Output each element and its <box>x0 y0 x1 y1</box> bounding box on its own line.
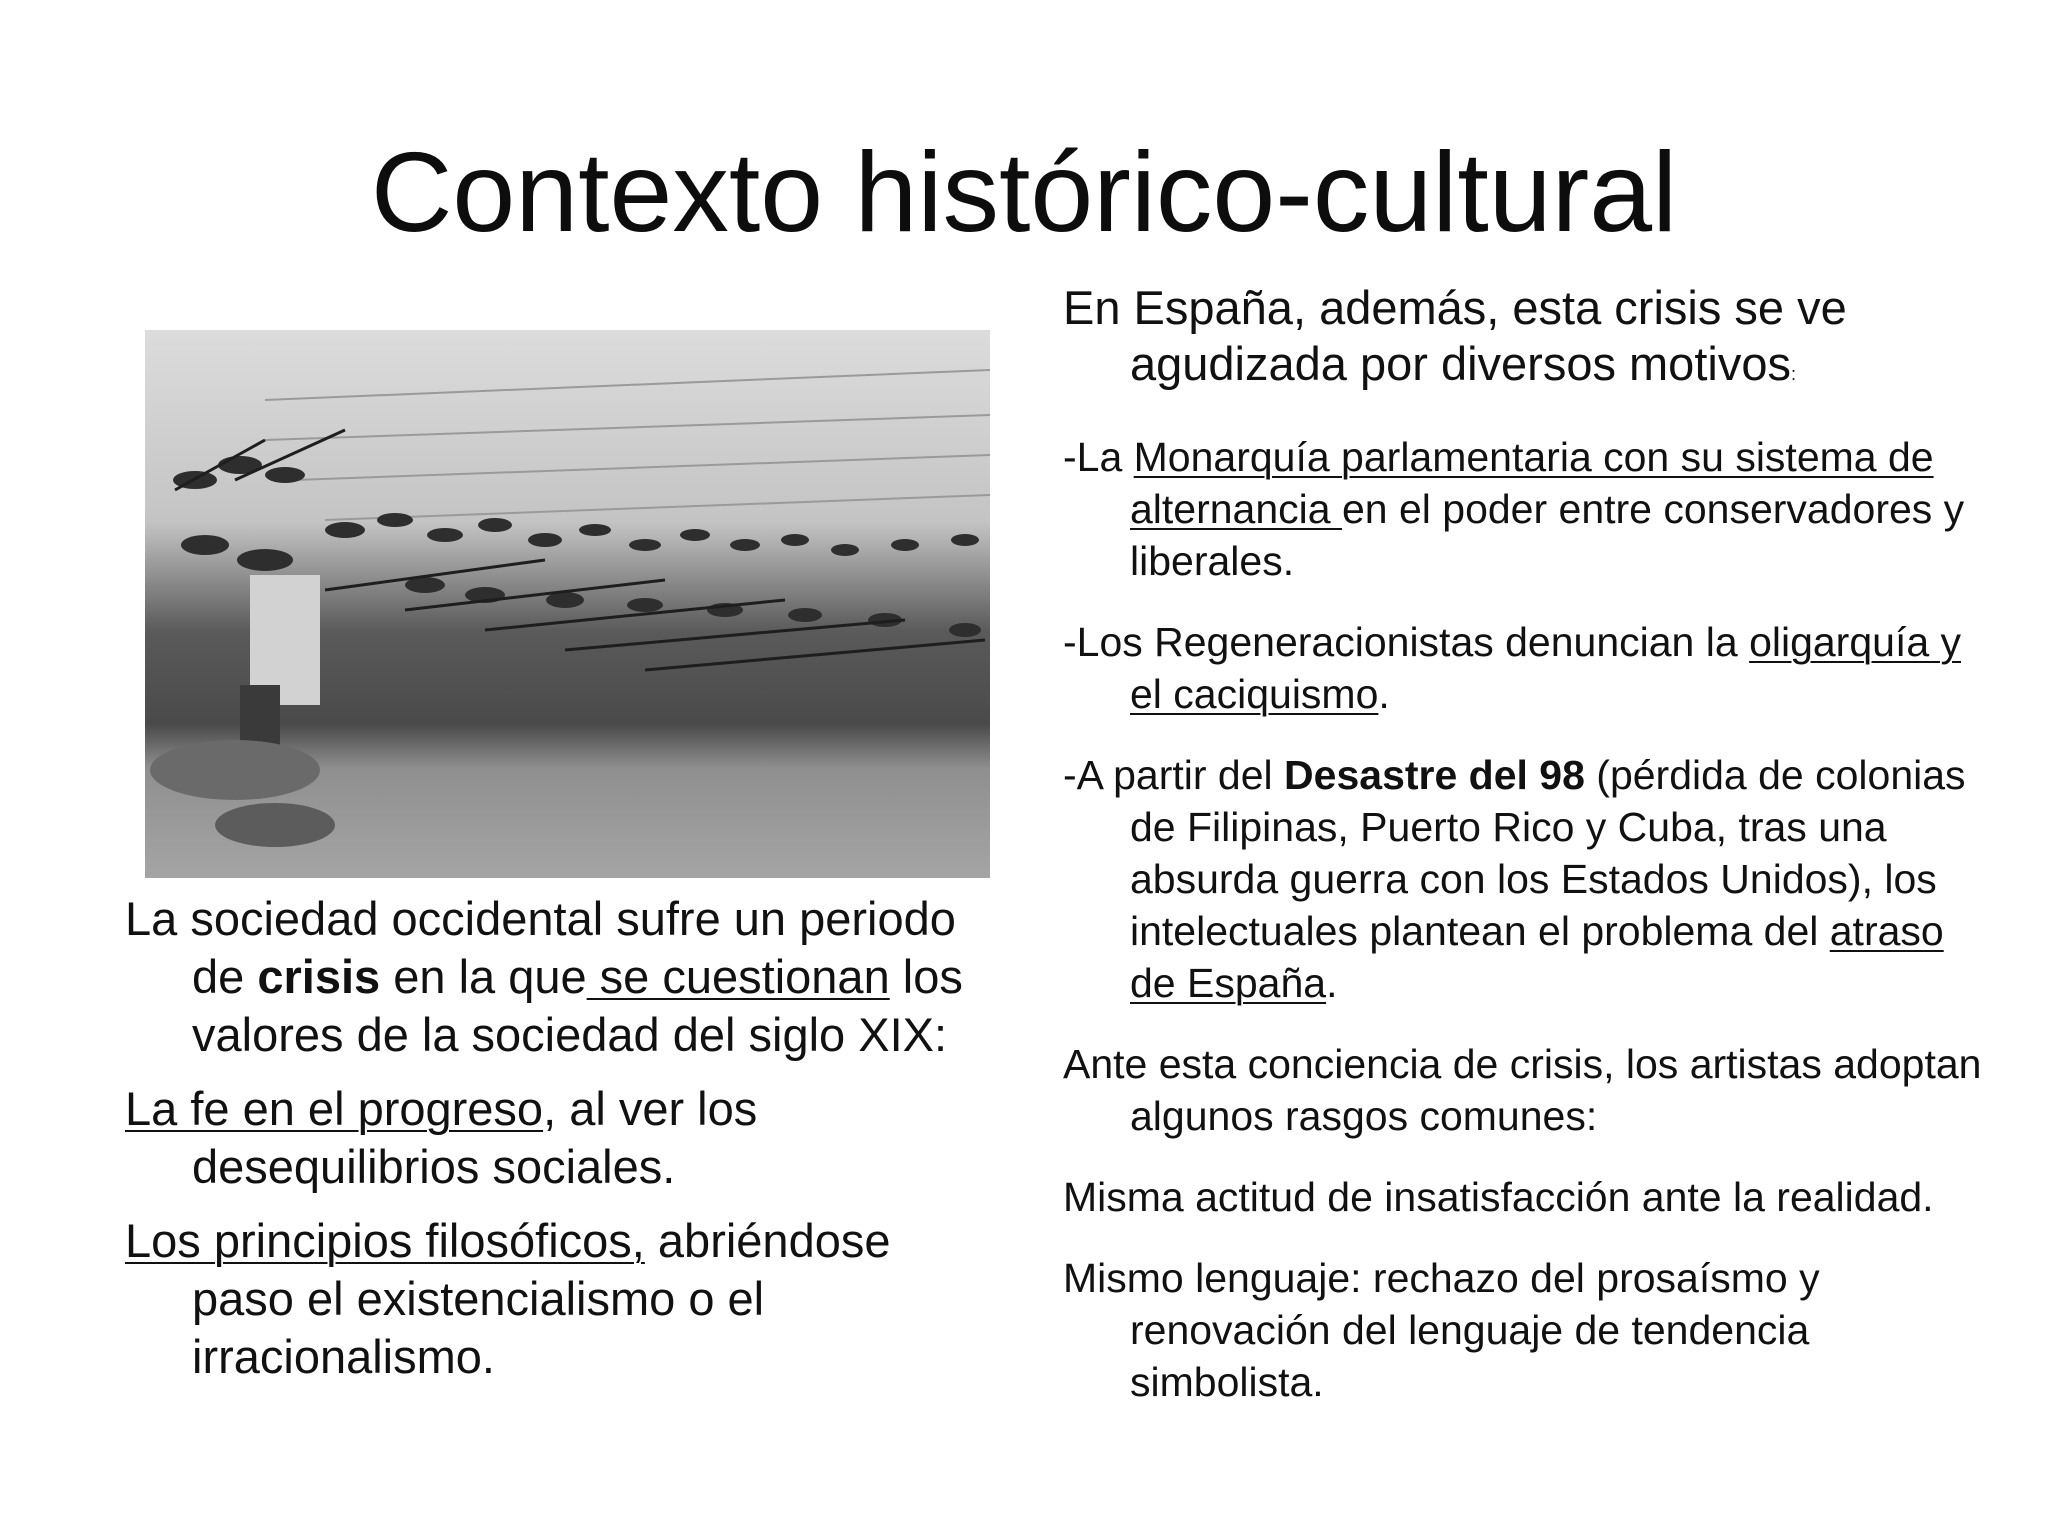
slide-title: Contexto histórico-cultural <box>370 129 1678 255</box>
soldiers-photo-icon <box>145 330 990 878</box>
right-intro: En España, además, esta crisis se ve agudizada por diversos motivos: <box>1063 281 1847 390</box>
left-paragraph-crisis: La sociedad occidental sufre un periodo de crisis en la que se cuestionan los valores de la sociedad del siglo XIX: <box>125 892 963 1061</box>
left-paragraph-filosoficos: Los principios filosóficos, abriéndose paso el existencialismo o el irracionalismo. <box>125 1214 891 1383</box>
right-column <box>1063 280 1993 1408</box>
right-paragraph-actitud: Misma actitud de insatisfacción ante la realidad. <box>1063 1174 1934 1220</box>
left-paragraph-progreso: La fe en el progreso, al ver los desequilibrios sociales. <box>125 1082 758 1193</box>
historical-photo <box>145 330 990 878</box>
right-paragraph-conciencia: Ante esta conciencia de crisis, los artistas adoptan algunos rasgos comunes: <box>1063 1041 1982 1139</box>
right-paragraph-desastre: -A partir del Desastre del 98 (pérdida de colonias de Filipinas, Puerto Rico y Cuba, tras una absurda guerra con los Estados Unidos), los intelectuales plantean el problema del atraso de España. <box>1063 752 1966 1006</box>
left-column <box>125 890 1005 1386</box>
right-paragraph-monarquia: -La Monarquía parlamentaria con su sistema de alternancia en el poder entre conservadores y liberales. <box>1063 434 1965 584</box>
right-paragraph-regeneracionistas: -Los Regeneracionistas denuncian la oligarquía y el caciquismo. <box>1063 619 1962 717</box>
right-paragraph-lenguaje: Mismo lenguaje: rechazo del prosaísmo y renovación del lenguaje de tendencia simbolista. <box>1063 1255 1820 1405</box>
